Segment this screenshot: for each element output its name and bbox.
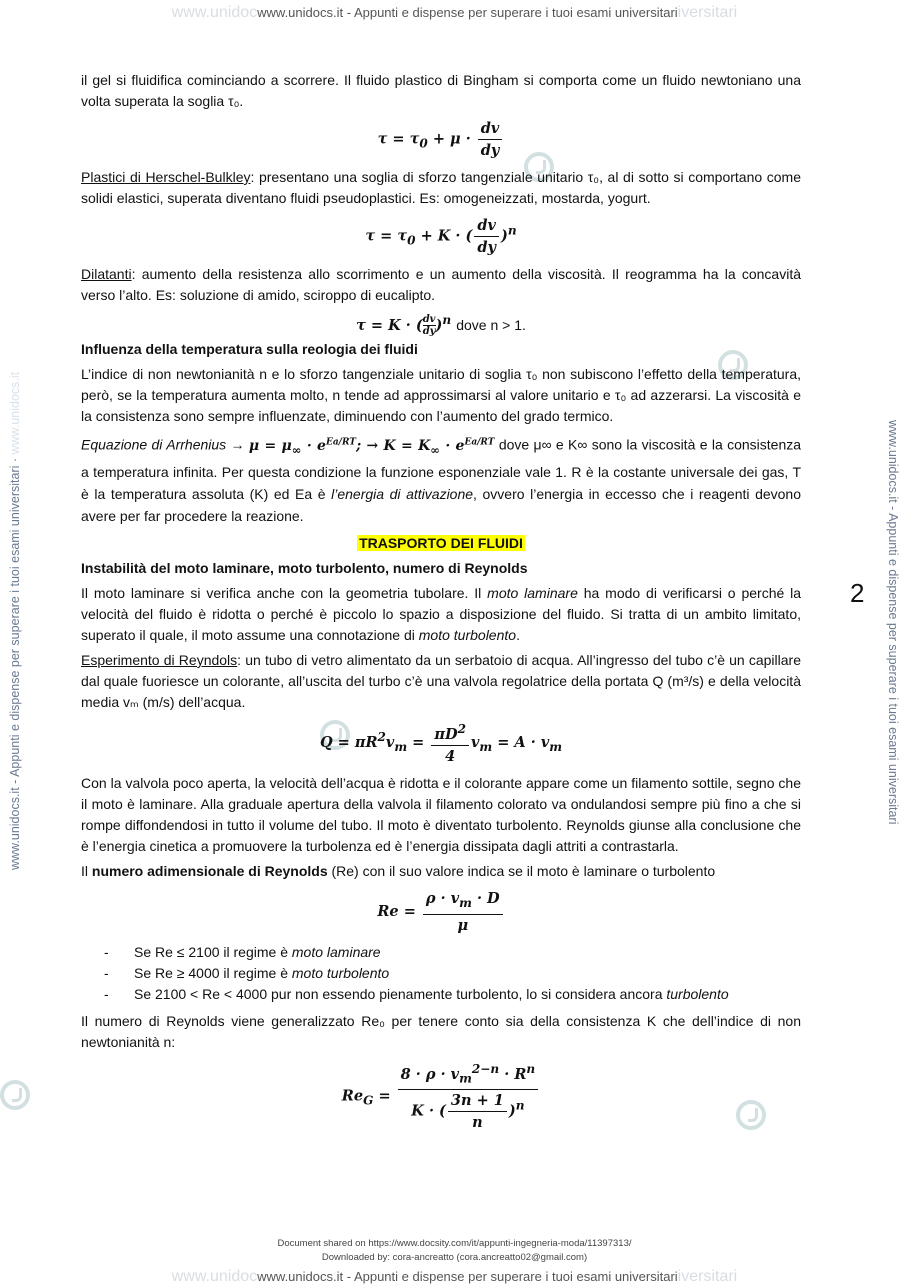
watermark-top <box>0 4 909 22</box>
watermark-faint-right: iversitari <box>677 4 738 21</box>
watermark-bottom: www.unidocwww.unidocs.it - Appunti e dispense per superare i tuoi esami universitariiversitari <box>171 1268 738 1285</box>
equation-herschel-bulkley: $\tau = \tau_0 + K$ · ( $\frac{dv}{dy}$ )$^n$ <box>365 217 517 256</box>
footer-downloaded: Downloaded by: cora-ancreatto (cora.ancreatto02@gmail.com) <box>321 1252 588 1263</box>
paragraph-temperatura: L’indice di non newtonianità n e lo sforzo tangenziale unitario di soglia τ₀ non subiscono l’effetto della temperatura, però, se la temperatura aumenta molto, n tende ad approssimarsi al valore unitario e τ₀ ad azzerarsi. La viscosità e la consistenza sono sempre influenzate, diminuendo con l’aumento del grado termico. <box>81 366 801 425</box>
watermark-side-right <box>886 420 900 824</box>
equation-dilatanti: τ = K · ( $\frac{dv}{dy})^n$ dove n > 1. <box>356 313 526 338</box>
herschel-bulkley-title: Plastici di Herschel-Bulkley <box>81 169 251 185</box>
watermark-top-text: www.unidocs.it - Appunti e dispense per superare i tuoi esami universitari <box>257 5 678 20</box>
list-item: - Se Re ≥ 4000 il regime è moto turbolento <box>81 963 801 984</box>
unidocs-logo-icon <box>0 1080 30 1110</box>
paragraph-esperimento: Esperimento di Reyndols: un tubo di vetro alimentato da un serbatoio di acqua. All’ingresso del tubo c’è un capillare dal quale fuoriesce un colorante, all’uscita del turbo c’è una valvola regolatrice della portata Q (m³/s) e della velocità media vₘ (m/s) dell’acqua. <box>81 651 801 710</box>
paragraph-valvola: Con la valvola poco aperta, la velocità dell’acqua è ridotta e il colorante appare come un filamento sottile, segno che il moto è laminare. Alla graduale apertura della valvola il filamento colorato va ondulandosi sempre più fino a che si rompe diffondendosi in tutto il volume del tubo. Il moto è diventato turbolento. Reynolds giunse alla conclusione che è l’energia cinetica a promuovere la turbolenza ed è l’energia dissipata dagli attriti a contrastarla. <box>81 774 801 854</box>
watermark-faint-left: www.unidoc <box>171 4 258 21</box>
document-body <box>81 70 801 1139</box>
section-title: TRASPORTO DEI FLUIDI <box>359 534 523 551</box>
paragraph-reynolds-generalizzato: Il numero di Reynolds viene generalizzato Re₀ per tenere conto sia della consistenza K che dell’indice di non newtonianità n: <box>81 1012 801 1050</box>
equation-reynolds-generalizzato: $Re_G$ = $8 \cdot \rho \cdot v_m^{2-n} \cdot R^n$ K · ( $\frac{3n + 1}{n}$ )$^n$ <box>81 1059 801 1134</box>
paragraph-arrhenius: Equazione di Arrhenius → $\mu = \mu_\infty \cdot e^{Ea/RT}$; → $K = K_\infty \cdot e^{Ea/RT}$ dove μ∞ e K∞ sono la viscosità e la consistenza a temperatura infinita. Per questa condizione la funzione esponenziale vale 1. R è la costante universale dei gas, T è la temperatura assoluta (K) ed Ea è l’energia di attivazione, ovvero l’energia in eccesso che i reagenti devono avere per far procedere la reazione. <box>81 436 802 524</box>
watermark-side-left-faint: www.unidocs.it <box>8 371 22 455</box>
equation-reynolds: Re = $\frac{\rho \cdot v_m \cdot D}{\mu}$ <box>81 888 801 936</box>
watermark-side-left-text: www.unidocs.it - Appunti e dispense per superare i tuoi esami universitari <box>8 465 22 870</box>
heading-temperatura: Influenza della temperatura sulla reologia dei fluidi <box>81 341 418 358</box>
paragraph-herschel-bulkley: Plastici di Herschel-Bulkley: presentano una soglia di sforzo tangenziale unitario τ₀, al di sotto si comportano come solidi elastici, superata diventano fluidi pseudoplastici. Es: omogeneizzati, mostarda, yogurt. <box>81 169 801 206</box>
watermark-bottom-text: www.unidocs.it - Appunti e dispense per superare i tuoi esami universitari <box>257 1269 678 1284</box>
page-number: 2 <box>850 578 865 608</box>
heading-reynolds: Instabilità del moto laminare, moto turbolento, numero di Reynolds <box>81 559 528 576</box>
paragraph-numero-reynolds: Il numero adimensionale di Reynolds (Re) con il suo valore indica se il moto è laminare o turbolento <box>81 862 716 879</box>
paragraph-dilatanti: Dilatanti: aumento della resistenza allo scorrimento e un aumento della viscosità. Il reogramma ha la concavità verso l’alto. Es: soluzione di amido, sciroppo di eucalipto. <box>81 266 801 303</box>
equation-bingham: $\tau = \tau_0 + \mu$ · $\frac{dv}{dy}$ <box>81 118 801 161</box>
watermark-side-right-text: www.unidocs.it - Appunti e dispense per superare i tuoi esami universitari <box>886 420 900 825</box>
esperimento-title: Esperimento di Reyndols <box>81 651 238 668</box>
paragraph-moto-laminare: Il moto laminare si verifica anche con la geometria tubolare. Il moto laminare ha modo di verificarsi o perché la velocità del fluido è ridotta o perché è piccolo lo spazio a disposizione del fluido. Si tratta di un ambito limitato, superato il quale, il moto assume una connotazione di moto turbolento. <box>81 584 802 643</box>
regime-list <box>81 942 801 1005</box>
footer-shared: Document shared on https://www.docsity.com/it/appunti-ingegneria-moda/11397313/ <box>277 1238 632 1249</box>
equation-portata: $Q = \pi R^2v_m$ = $\frac{\pi D^2}{4}$ $v_m = A \cdot v_m$ <box>81 719 801 767</box>
list-item: - Se Re ≤ 2100 il regime è moto laminare <box>81 942 801 963</box>
watermark-side-left: www.unidocs.it - Appunti e dispense per superare i tuoi esami universitari · www.unidocs.it <box>8 371 22 870</box>
dilatanti-title: Dilatanti <box>81 266 132 282</box>
paragraph-bingham: il gel si fluidifica cominciando a scorrere. Il fluido plastico di Bingham si comporta come un fluido newtoniano una volta superata la soglia τ₀. <box>81 72 801 109</box>
list-item: - Se 2100 < Re < 4000 pur non essendo pienamente turbolento, lo si considera ancora turbolento <box>81 984 801 1005</box>
